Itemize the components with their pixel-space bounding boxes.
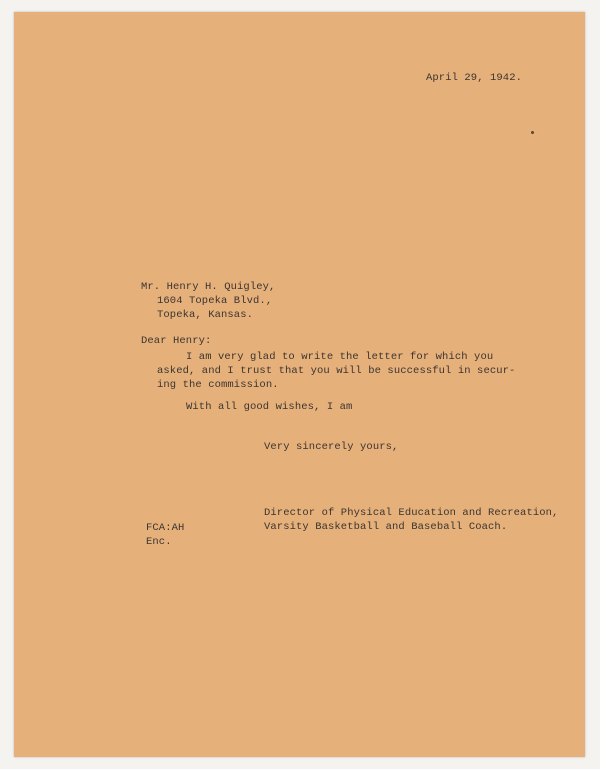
body-line-2: asked, and I trust that you will be successful in secur- bbox=[157, 365, 516, 377]
body-line-1: I am very glad to write the letter for which you bbox=[186, 351, 494, 363]
reference-initials: FCA:AH bbox=[146, 522, 185, 534]
letter-date: April 29, 1942. bbox=[426, 72, 523, 84]
signature-title-line-1: Director of Physical Education and Recreation, bbox=[264, 507, 559, 519]
signature-title-line-2: Varsity Basketball and Baseball Coach. bbox=[264, 521, 508, 533]
closing: Very sincerely yours, bbox=[264, 441, 399, 453]
salutation: Dear Henry: bbox=[141, 335, 212, 347]
paper-speck bbox=[531, 131, 534, 134]
body-line-4: With all good wishes, I am bbox=[186, 401, 353, 413]
address-line-city: Topeka, Kansas. bbox=[157, 309, 254, 321]
address-line-street: 1604 Topeka Blvd., bbox=[157, 295, 273, 307]
body-line-3: ing the commission. bbox=[157, 379, 279, 391]
address-line-name: Mr. Henry H. Quigley, bbox=[141, 281, 276, 293]
enclosure-note: Enc. bbox=[146, 536, 172, 548]
letter-page bbox=[14, 12, 585, 757]
